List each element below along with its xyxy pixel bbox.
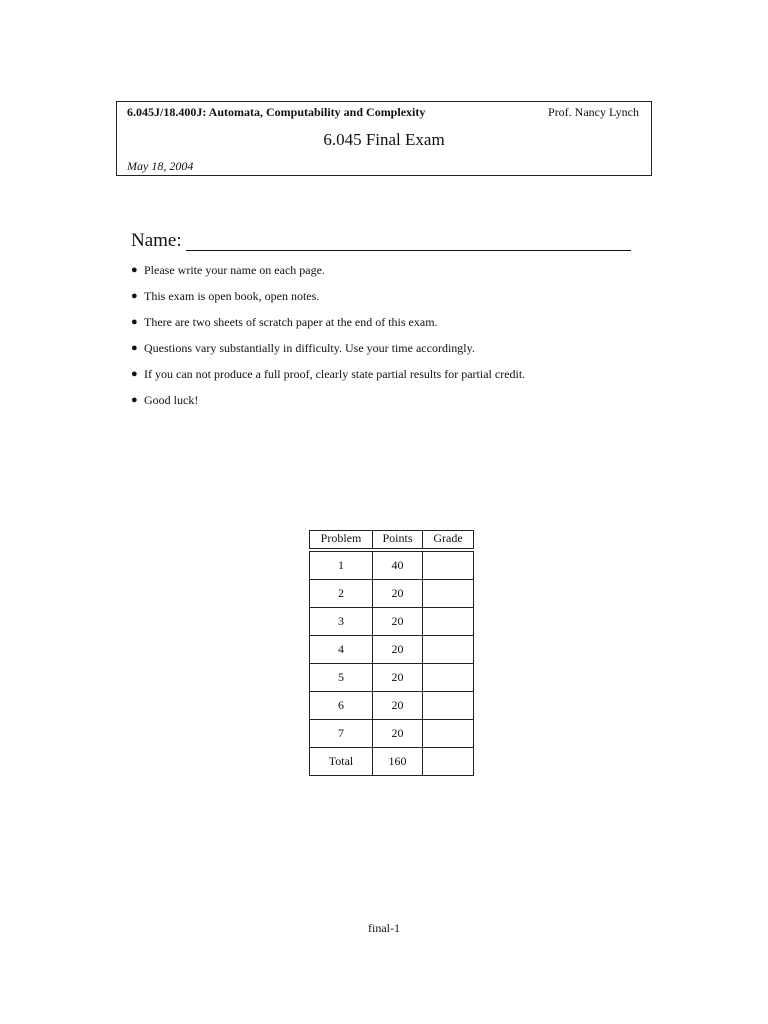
bullet-icon: ● bbox=[131, 316, 138, 328]
points-cell: 160 bbox=[373, 748, 423, 776]
table-row bbox=[310, 550, 474, 580]
bullet-icon: ● bbox=[131, 290, 138, 302]
points-cell: 20 bbox=[373, 664, 423, 692]
table-row bbox=[310, 692, 474, 720]
instruction-item bbox=[131, 288, 691, 314]
page-number: final-1 bbox=[368, 921, 400, 935]
instruction-item bbox=[131, 392, 691, 418]
grade-cell bbox=[423, 550, 474, 580]
grade-table bbox=[309, 530, 474, 776]
instruction-text: Please write your name on each page. bbox=[144, 263, 325, 277]
exam-title: 6.045 Final Exam bbox=[323, 130, 445, 149]
instruction-item bbox=[131, 340, 691, 366]
table-row bbox=[310, 608, 474, 636]
grade-cell bbox=[423, 636, 474, 664]
bullet-icon: ● bbox=[131, 342, 138, 354]
table-row-total bbox=[310, 748, 474, 776]
instruction-text: If you can not produce a full proof, clearly state partial results for partial credit. bbox=[144, 367, 526, 381]
table-row bbox=[310, 636, 474, 664]
instruction-text: There are two sheets of scratch paper at the end of this exam. bbox=[144, 315, 438, 329]
instruction-text: Questions vary substantially in difficulty. Use your time accordingly. bbox=[144, 341, 475, 355]
problem-cell: Total bbox=[310, 748, 373, 776]
points-cell: 20 bbox=[373, 692, 423, 720]
instruction-item bbox=[131, 262, 691, 288]
table-row bbox=[310, 664, 474, 692]
grade-cell bbox=[423, 580, 474, 608]
professor-name: Prof. Nancy Lynch bbox=[548, 105, 639, 119]
name-field bbox=[131, 229, 631, 251]
problem-cell: 4 bbox=[310, 636, 373, 664]
bullet-icon: ● bbox=[131, 394, 138, 406]
grade-table-header-row bbox=[310, 531, 474, 551]
table-row bbox=[310, 580, 474, 608]
points-cell: 40 bbox=[373, 550, 423, 580]
problem-cell: 6 bbox=[310, 692, 373, 720]
points-cell: 20 bbox=[373, 608, 423, 636]
points-cell: 20 bbox=[373, 720, 423, 748]
instruction-item bbox=[131, 314, 691, 340]
problem-cell: 5 bbox=[310, 664, 373, 692]
problem-cell: 1 bbox=[310, 550, 373, 580]
bullet-icon: ● bbox=[131, 368, 138, 380]
name-label: Name: bbox=[131, 230, 182, 251]
column-header-points: Points bbox=[373, 531, 423, 551]
course-title: 6.045J/18.400J: Automata, Computability and Complexity bbox=[127, 105, 426, 119]
problem-cell: 2 bbox=[310, 580, 373, 608]
exam-date: May 18, 2004 bbox=[127, 159, 194, 173]
bullet-icon: ● bbox=[131, 264, 138, 276]
instruction-item bbox=[131, 366, 691, 392]
grade-cell bbox=[423, 608, 474, 636]
column-header-grade: Grade bbox=[423, 531, 474, 551]
points-cell: 20 bbox=[373, 580, 423, 608]
grade-cell bbox=[423, 720, 474, 748]
instructions-list bbox=[131, 262, 691, 418]
exam-header-box bbox=[116, 101, 652, 176]
grade-cell bbox=[423, 692, 474, 720]
column-header-problem: Problem bbox=[310, 531, 373, 551]
grade-cell bbox=[423, 748, 474, 776]
instruction-text: Good luck! bbox=[144, 393, 199, 407]
table-row bbox=[310, 720, 474, 748]
points-cell: 20 bbox=[373, 636, 423, 664]
name-blank-line bbox=[186, 232, 631, 251]
problem-cell: 3 bbox=[310, 608, 373, 636]
problem-cell: 7 bbox=[310, 720, 373, 748]
instruction-text: This exam is open book, open notes. bbox=[144, 289, 320, 303]
grade-cell bbox=[423, 664, 474, 692]
